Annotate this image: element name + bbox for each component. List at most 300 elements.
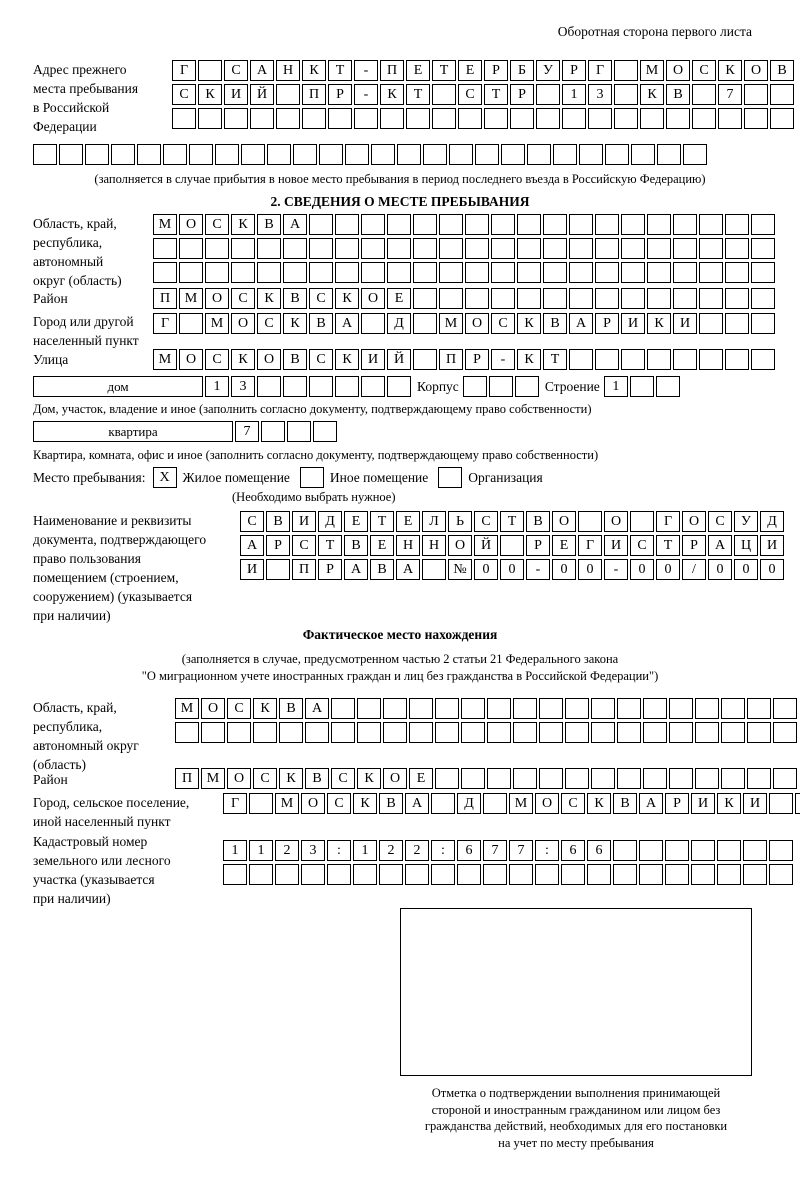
char-cell[interactable]	[535, 864, 559, 885]
char-cell[interactable]: В	[266, 511, 290, 532]
char-cell[interactable]: О	[383, 768, 407, 789]
char-cell[interactable]	[517, 262, 541, 283]
char-cell[interactable]: С	[708, 511, 732, 532]
char-cell[interactable]: К	[353, 793, 377, 814]
place-type-checkbox-organization[interactable]	[438, 467, 462, 488]
char-cell[interactable]	[335, 214, 359, 235]
char-cell[interactable]	[387, 238, 411, 259]
char-cell[interactable]	[751, 313, 775, 334]
char-cell[interactable]: М	[509, 793, 533, 814]
char-cell[interactable]: Б	[510, 60, 534, 81]
char-cell[interactable]: Р	[562, 60, 586, 81]
char-cell[interactable]	[647, 262, 671, 283]
char-cell[interactable]	[305, 722, 329, 743]
place-type-checkbox-residential[interactable]: X	[153, 467, 177, 488]
char-cell[interactable]	[179, 262, 203, 283]
char-cell[interactable]	[747, 768, 771, 789]
char-cell[interactable]: Н	[396, 535, 420, 556]
char-cell[interactable]	[691, 840, 715, 861]
char-cell[interactable]	[487, 698, 511, 719]
char-cell[interactable]	[406, 108, 430, 129]
char-cell[interactable]: С	[257, 313, 281, 334]
char-cell[interactable]	[691, 864, 715, 885]
char-cell[interactable]: П	[302, 84, 326, 105]
char-cell[interactable]	[744, 108, 768, 129]
char-cell[interactable]	[432, 84, 456, 105]
char-cell[interactable]	[527, 144, 551, 165]
char-cell[interactable]: Й	[387, 349, 411, 370]
char-cell[interactable]	[630, 376, 654, 397]
char-cell[interactable]: :	[431, 840, 455, 861]
char-cell[interactable]	[617, 722, 641, 743]
char-cell[interactable]	[553, 144, 577, 165]
char-cell[interactable]: Г	[172, 60, 196, 81]
char-cell[interactable]: 2	[275, 840, 299, 861]
char-cell[interactable]: -	[491, 349, 515, 370]
char-cell[interactable]	[267, 144, 291, 165]
char-cell[interactable]: С	[692, 60, 716, 81]
char-cell[interactable]	[692, 108, 716, 129]
char-cell[interactable]: О	[257, 349, 281, 370]
char-cell[interactable]	[517, 214, 541, 235]
char-cell[interactable]	[179, 313, 203, 334]
char-cell[interactable]: :	[327, 840, 351, 861]
char-cell[interactable]: 1	[249, 840, 273, 861]
char-cell[interactable]	[569, 349, 593, 370]
char-cell[interactable]	[458, 108, 482, 129]
char-cell[interactable]	[487, 722, 511, 743]
char-cell[interactable]: Р	[318, 559, 342, 580]
char-cell[interactable]: Й	[250, 84, 274, 105]
char-cell[interactable]	[413, 262, 437, 283]
char-cell[interactable]	[371, 144, 395, 165]
char-cell[interactable]: В	[666, 84, 690, 105]
char-cell[interactable]	[423, 144, 447, 165]
char-cell[interactable]	[605, 144, 629, 165]
char-cell[interactable]: В	[283, 349, 307, 370]
char-cell[interactable]	[725, 238, 749, 259]
char-cell[interactable]: М	[640, 60, 664, 81]
char-cell[interactable]	[397, 144, 421, 165]
char-cell[interactable]	[595, 214, 619, 235]
char-cell[interactable]	[770, 84, 794, 105]
char-cell[interactable]	[517, 238, 541, 259]
char-cell[interactable]: С	[630, 535, 654, 556]
char-cell[interactable]: С	[205, 349, 229, 370]
char-cell[interactable]	[461, 722, 485, 743]
char-cell[interactable]: 0	[760, 559, 784, 580]
char-cell[interactable]	[692, 84, 716, 105]
char-cell[interactable]: И	[240, 559, 264, 580]
char-cell[interactable]	[380, 108, 404, 129]
char-cell[interactable]	[465, 262, 489, 283]
char-cell[interactable]	[205, 238, 229, 259]
char-cell[interactable]: С	[205, 214, 229, 235]
char-cell[interactable]	[253, 722, 277, 743]
char-cell[interactable]	[747, 698, 771, 719]
char-cell[interactable]: М	[175, 698, 199, 719]
char-cell[interactable]: С	[309, 288, 333, 309]
char-cell[interactable]	[241, 144, 265, 165]
char-cell[interactable]	[309, 238, 333, 259]
char-cell[interactable]	[361, 238, 385, 259]
char-cell[interactable]	[357, 698, 381, 719]
char-cell[interactable]: К	[279, 768, 303, 789]
char-cell[interactable]: К	[198, 84, 222, 105]
char-cell[interactable]	[331, 698, 355, 719]
char-cell[interactable]: В	[283, 288, 307, 309]
char-cell[interactable]: Е	[387, 288, 411, 309]
char-cell[interactable]	[439, 288, 463, 309]
char-cell[interactable]: И	[292, 511, 316, 532]
char-cell[interactable]	[231, 238, 255, 259]
char-cell[interactable]: -	[604, 559, 628, 580]
char-cell[interactable]	[483, 864, 507, 885]
char-cell[interactable]: К	[380, 84, 404, 105]
char-cell[interactable]	[201, 722, 225, 743]
char-cell[interactable]	[266, 559, 290, 580]
char-cell[interactable]	[198, 108, 222, 129]
char-cell[interactable]	[669, 768, 693, 789]
char-cell[interactable]	[673, 214, 697, 235]
char-cell[interactable]: И	[224, 84, 248, 105]
char-cell[interactable]: Д	[457, 793, 481, 814]
char-cell[interactable]	[383, 698, 407, 719]
char-cell[interactable]	[309, 262, 333, 283]
char-cell[interactable]: Т	[543, 349, 567, 370]
char-cell[interactable]: В	[770, 60, 794, 81]
char-cell[interactable]	[769, 840, 793, 861]
char-cell[interactable]	[449, 144, 473, 165]
char-cell[interactable]	[587, 864, 611, 885]
char-cell[interactable]	[205, 262, 229, 283]
char-cell[interactable]: И	[673, 313, 697, 334]
char-cell[interactable]: М	[205, 313, 229, 334]
char-cell[interactable]	[699, 238, 723, 259]
char-cell[interactable]	[513, 722, 537, 743]
char-cell[interactable]	[276, 108, 300, 129]
char-cell[interactable]: Р	[465, 349, 489, 370]
char-cell[interactable]	[463, 376, 487, 397]
char-cell[interactable]	[666, 108, 690, 129]
char-cell[interactable]: Е	[409, 768, 433, 789]
char-cell[interactable]	[439, 262, 463, 283]
char-cell[interactable]	[461, 768, 485, 789]
char-cell[interactable]: Д	[318, 511, 342, 532]
char-cell[interactable]: Р	[266, 535, 290, 556]
char-cell[interactable]	[669, 722, 693, 743]
char-cell[interactable]: К	[718, 60, 742, 81]
char-cell[interactable]: А	[639, 793, 663, 814]
char-cell[interactable]	[172, 108, 196, 129]
char-cell[interactable]	[357, 722, 381, 743]
char-cell[interactable]: В	[526, 511, 550, 532]
char-cell[interactable]	[562, 108, 586, 129]
char-cell[interactable]	[483, 793, 507, 814]
char-cell[interactable]	[279, 722, 303, 743]
char-cell[interactable]: О	[682, 511, 706, 532]
char-cell[interactable]: О	[205, 288, 229, 309]
char-cell[interactable]	[383, 722, 407, 743]
char-cell[interactable]: А	[305, 698, 329, 719]
char-cell[interactable]: 0	[578, 559, 602, 580]
char-cell[interactable]	[699, 262, 723, 283]
char-cell[interactable]	[595, 262, 619, 283]
place-type-checkbox-other[interactable]	[300, 467, 324, 488]
char-cell[interactable]	[465, 288, 489, 309]
char-cell[interactable]: В	[257, 214, 281, 235]
char-cell[interactable]: Т	[484, 84, 508, 105]
char-cell[interactable]	[491, 214, 515, 235]
char-cell[interactable]	[543, 238, 567, 259]
char-cell[interactable]	[331, 722, 355, 743]
char-cell[interactable]	[261, 421, 285, 442]
char-cell[interactable]: О	[201, 698, 225, 719]
char-cell[interactable]	[163, 144, 187, 165]
char-cell[interactable]: С	[561, 793, 585, 814]
stamp-box[interactable]	[400, 908, 752, 1076]
char-cell[interactable]	[621, 214, 645, 235]
char-cell[interactable]: 6	[457, 840, 481, 861]
char-cell[interactable]: С	[327, 793, 351, 814]
char-cell[interactable]	[656, 376, 680, 397]
char-cell[interactable]	[510, 108, 534, 129]
char-cell[interactable]: Е	[406, 60, 430, 81]
char-cell[interactable]: Д	[760, 511, 784, 532]
char-cell[interactable]	[569, 214, 593, 235]
char-cell[interactable]	[614, 60, 638, 81]
char-cell[interactable]: В	[370, 559, 394, 580]
char-cell[interactable]	[647, 349, 671, 370]
char-cell[interactable]	[565, 698, 589, 719]
char-cell[interactable]: 0	[500, 559, 524, 580]
char-cell[interactable]: С	[474, 511, 498, 532]
char-cell[interactable]: Г	[578, 535, 602, 556]
char-cell[interactable]: А	[240, 535, 264, 556]
char-cell[interactable]	[491, 288, 515, 309]
char-cell[interactable]	[561, 864, 585, 885]
char-cell[interactable]	[379, 864, 403, 885]
char-cell[interactable]: В	[305, 768, 329, 789]
char-cell[interactable]: 3	[588, 84, 612, 105]
char-cell[interactable]	[153, 238, 177, 259]
char-cell[interactable]: О	[227, 768, 251, 789]
char-cell[interactable]: К	[283, 313, 307, 334]
char-cell[interactable]	[257, 262, 281, 283]
char-cell[interactable]: 2	[379, 840, 403, 861]
char-cell[interactable]: Г	[588, 60, 612, 81]
char-cell[interactable]	[647, 214, 671, 235]
char-cell[interactable]	[751, 349, 775, 370]
char-cell[interactable]: М	[275, 793, 299, 814]
char-cell[interactable]: К	[231, 349, 255, 370]
char-cell[interactable]	[293, 144, 317, 165]
char-cell[interactable]: Р	[328, 84, 352, 105]
char-cell[interactable]	[257, 376, 281, 397]
char-cell[interactable]	[327, 864, 351, 885]
char-cell[interactable]: О	[179, 349, 203, 370]
char-cell[interactable]	[699, 313, 723, 334]
char-cell[interactable]	[769, 793, 793, 814]
char-cell[interactable]: Т	[656, 535, 680, 556]
char-cell[interactable]: С	[227, 698, 251, 719]
char-cell[interactable]	[569, 238, 593, 259]
char-cell[interactable]	[465, 238, 489, 259]
char-cell[interactable]	[309, 214, 333, 235]
char-cell[interactable]	[353, 864, 377, 885]
char-cell[interactable]: Й	[474, 535, 498, 556]
char-cell[interactable]: С	[309, 349, 333, 370]
char-cell[interactable]	[669, 698, 693, 719]
char-cell[interactable]	[773, 768, 797, 789]
char-cell[interactable]	[335, 376, 359, 397]
char-cell[interactable]	[287, 421, 311, 442]
char-cell[interactable]	[435, 768, 459, 789]
char-cell[interactable]	[617, 768, 641, 789]
char-cell[interactable]: 0	[708, 559, 732, 580]
char-cell[interactable]: 7	[483, 840, 507, 861]
char-cell[interactable]	[361, 313, 385, 334]
char-cell[interactable]: 1	[562, 84, 586, 105]
char-cell[interactable]	[431, 864, 455, 885]
char-cell[interactable]	[489, 376, 513, 397]
char-cell[interactable]: М	[439, 313, 463, 334]
char-cell[interactable]	[773, 722, 797, 743]
char-cell[interactable]: К	[253, 698, 277, 719]
char-cell[interactable]	[413, 288, 437, 309]
char-cell[interactable]	[588, 108, 612, 129]
char-cell[interactable]	[595, 349, 619, 370]
char-cell[interactable]	[721, 768, 745, 789]
char-cell[interactable]: 1	[223, 840, 247, 861]
char-cell[interactable]: Г	[656, 511, 680, 532]
char-cell[interactable]	[614, 84, 638, 105]
char-cell[interactable]	[422, 559, 446, 580]
char-cell[interactable]: И	[743, 793, 767, 814]
char-cell[interactable]: К	[257, 288, 281, 309]
char-cell[interactable]: А	[708, 535, 732, 556]
char-cell[interactable]: 0	[656, 559, 680, 580]
char-cell[interactable]	[413, 349, 437, 370]
char-cell[interactable]	[361, 214, 385, 235]
char-cell[interactable]	[500, 535, 524, 556]
char-cell[interactable]	[695, 768, 719, 789]
char-cell[interactable]: К	[517, 349, 541, 370]
char-cell[interactable]: 7	[718, 84, 742, 105]
char-cell[interactable]: К	[357, 768, 381, 789]
char-cell[interactable]: С	[231, 288, 255, 309]
char-cell[interactable]	[431, 793, 455, 814]
char-cell[interactable]: О	[604, 511, 628, 532]
char-cell[interactable]: П	[153, 288, 177, 309]
char-cell[interactable]	[309, 376, 333, 397]
char-cell[interactable]	[673, 288, 697, 309]
char-cell[interactable]: Е	[370, 535, 394, 556]
char-cell[interactable]	[665, 864, 689, 885]
char-cell[interactable]	[621, 262, 645, 283]
char-cell[interactable]	[231, 262, 255, 283]
char-cell[interactable]: Т	[432, 60, 456, 81]
char-cell[interactable]	[509, 864, 533, 885]
char-cell[interactable]: О	[535, 793, 559, 814]
char-cell[interactable]	[475, 144, 499, 165]
char-cell[interactable]	[769, 864, 793, 885]
char-cell[interactable]: И	[691, 793, 715, 814]
char-cell[interactable]	[747, 722, 771, 743]
char-cell[interactable]	[432, 108, 456, 129]
char-cell[interactable]: Е	[344, 511, 368, 532]
char-cell[interactable]	[695, 698, 719, 719]
char-cell[interactable]: Т	[318, 535, 342, 556]
char-cell[interactable]	[413, 238, 437, 259]
char-cell[interactable]	[744, 84, 768, 105]
char-cell[interactable]	[613, 840, 637, 861]
char-cell[interactable]	[33, 144, 57, 165]
char-cell[interactable]: Ь	[448, 511, 472, 532]
char-cell[interactable]	[250, 108, 274, 129]
char-cell[interactable]	[643, 722, 667, 743]
char-cell[interactable]	[137, 144, 161, 165]
char-cell[interactable]	[631, 144, 655, 165]
char-cell[interactable]	[621, 349, 645, 370]
char-cell[interactable]	[673, 349, 697, 370]
char-cell[interactable]: Р	[665, 793, 689, 814]
char-cell[interactable]	[591, 698, 615, 719]
char-cell[interactable]: Р	[526, 535, 550, 556]
char-cell[interactable]	[639, 864, 663, 885]
char-cell[interactable]	[717, 864, 741, 885]
char-cell[interactable]	[743, 864, 767, 885]
char-cell[interactable]: И	[760, 535, 784, 556]
char-cell[interactable]: М	[153, 349, 177, 370]
char-cell[interactable]	[283, 238, 307, 259]
char-cell[interactable]: Д	[387, 313, 411, 334]
char-cell[interactable]	[751, 238, 775, 259]
char-cell[interactable]	[413, 214, 437, 235]
char-cell[interactable]	[717, 840, 741, 861]
char-cell[interactable]: Р	[484, 60, 508, 81]
char-cell[interactable]: У	[734, 511, 758, 532]
char-cell[interactable]	[614, 108, 638, 129]
char-cell[interactable]: -	[354, 84, 378, 105]
char-cell[interactable]	[387, 214, 411, 235]
char-cell[interactable]: :	[535, 840, 559, 861]
char-cell[interactable]	[249, 793, 273, 814]
char-cell[interactable]: П	[292, 559, 316, 580]
char-cell[interactable]: Е	[396, 511, 420, 532]
char-cell[interactable]: О	[361, 288, 385, 309]
char-cell[interactable]: С	[292, 535, 316, 556]
char-cell[interactable]: В	[613, 793, 637, 814]
char-cell[interactable]	[591, 768, 615, 789]
char-cell[interactable]: Т	[406, 84, 430, 105]
char-cell[interactable]: В	[344, 535, 368, 556]
char-cell[interactable]	[361, 376, 385, 397]
char-cell[interactable]: К	[335, 288, 359, 309]
char-cell[interactable]: 3	[231, 376, 255, 397]
char-cell[interactable]: В	[543, 313, 567, 334]
char-cell[interactable]	[539, 698, 563, 719]
char-cell[interactable]: М	[179, 288, 203, 309]
char-cell[interactable]	[387, 262, 411, 283]
char-cell[interactable]	[565, 722, 589, 743]
char-cell[interactable]	[565, 768, 589, 789]
char-cell[interactable]: А	[344, 559, 368, 580]
char-cell[interactable]: -	[526, 559, 550, 580]
char-cell[interactable]	[647, 238, 671, 259]
char-cell[interactable]: -	[354, 60, 378, 81]
char-cell[interactable]	[617, 698, 641, 719]
